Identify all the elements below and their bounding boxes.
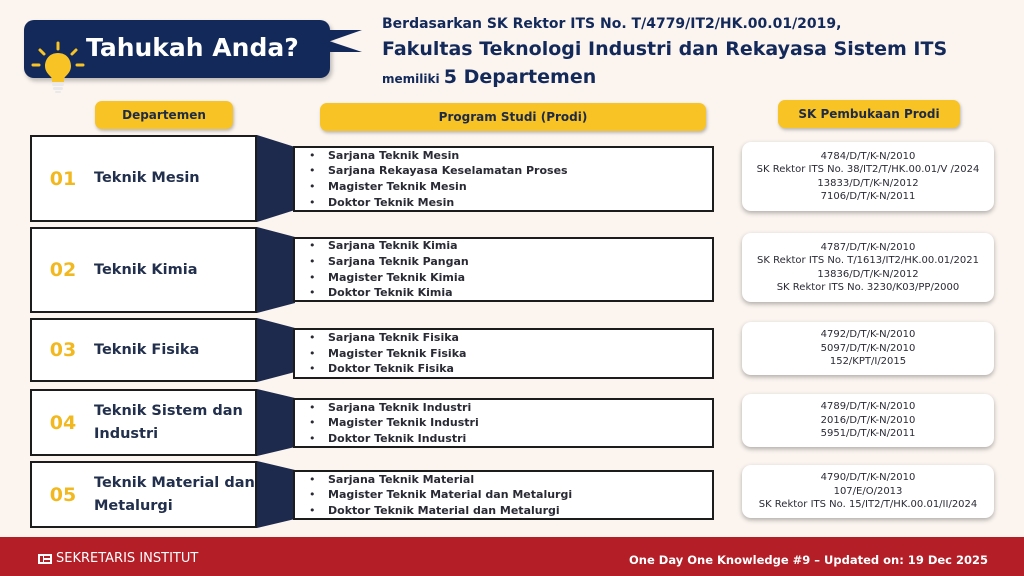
prodi-item: • Sarjana Teknik Fisika bbox=[309, 330, 466, 346]
sk-entry: 4789/D/T/K-N/2010 bbox=[820, 401, 916, 413]
department-card bbox=[30, 461, 257, 528]
prodi-item: • Sarjana Teknik Kimia bbox=[309, 238, 469, 254]
column-header-prodi: Program Studi (Prodi) bbox=[320, 103, 706, 131]
row-connector bbox=[257, 318, 295, 382]
prodi-list-box bbox=[293, 237, 714, 302]
department-number: 03 bbox=[49, 339, 77, 361]
lightbulb-icon bbox=[30, 40, 86, 96]
prodi-list bbox=[295, 148, 568, 210]
header-line-3 bbox=[382, 66, 596, 88]
prodi-item: • Magister Teknik Material dan Metalurgi bbox=[309, 487, 572, 503]
prodi-item: • Doktor Teknik Fisika bbox=[309, 361, 466, 377]
prodi-item: • Magister Teknik Industri bbox=[309, 415, 479, 431]
prodi-list bbox=[295, 330, 466, 377]
department-number: 01 bbox=[49, 167, 77, 190]
prodi-item: • Magister Teknik Kimia bbox=[309, 270, 469, 286]
sk-entry: 4790/D/T/K-N/2010 bbox=[820, 472, 916, 484]
sk-entry: 107/E/O/2013 bbox=[833, 485, 903, 497]
prodi-item: • Doktor Teknik Material dan Metalurgi bbox=[309, 503, 572, 519]
sk-entry: SK Rektor ITS No. 38/IT2/T/HK.00.01/V /2024 bbox=[756, 164, 980, 176]
sk-entry: 2016/D/T/K-N/2010 bbox=[820, 414, 916, 426]
department-number: 02 bbox=[49, 259, 77, 281]
department-number: 05 bbox=[49, 483, 77, 506]
footer-info: One Day One Knowledge #9 – Updated on: 19 Dec 2025 bbox=[629, 553, 988, 567]
department-card bbox=[30, 318, 257, 382]
department-name-line: Teknik Kimia bbox=[94, 261, 198, 278]
column-header-sk: SK Pembukaan Prodi bbox=[778, 100, 960, 128]
prodi-item: • Sarjana Teknik Material bbox=[309, 472, 572, 488]
department-name-line: Metalurgi bbox=[94, 497, 173, 514]
sk-entry: 4787/D/T/K-N/2010 bbox=[820, 241, 916, 253]
department-name-line: Teknik Material dan bbox=[94, 475, 255, 492]
header-line-3-count: 5 Departemen bbox=[443, 66, 597, 88]
header-line-2: Fakultas Teknologi Industri dan Rekayasa Sistem ITS bbox=[382, 38, 948, 60]
sk-entry: 4792/D/T/K-N/2010 bbox=[820, 329, 916, 341]
sk-entry: SK Rektor ITS No. T/1613/IT2/HK.00.01/2021 bbox=[756, 255, 979, 267]
prodi-list-box bbox=[293, 470, 714, 520]
department-name bbox=[94, 167, 200, 189]
sk-card bbox=[742, 465, 994, 518]
department-name bbox=[94, 339, 199, 361]
footer-bar bbox=[0, 537, 1024, 576]
department-name bbox=[94, 472, 255, 517]
sk-entry: 152/KPT/I/2015 bbox=[829, 356, 907, 368]
department-name bbox=[94, 259, 198, 281]
sk-card bbox=[742, 233, 994, 302]
prodi-list-box bbox=[293, 328, 714, 379]
sk-card bbox=[742, 322, 994, 375]
sk-entry: 5097/D/T/K-N/2010 bbox=[820, 342, 916, 354]
prodi-item: • Magister Teknik Mesin bbox=[309, 179, 568, 195]
column-header-departemen: Departemen bbox=[95, 101, 233, 129]
prodi-item: • Sarjana Rekayasa Keselamatan Proses bbox=[309, 163, 568, 179]
row-connector bbox=[257, 227, 295, 313]
row-connector bbox=[257, 461, 295, 528]
row-connector bbox=[257, 389, 295, 456]
department-name bbox=[94, 400, 243, 445]
sk-entry: SK Rektor ITS No. 3230/K03/PP/2000 bbox=[776, 281, 960, 293]
prodi-list bbox=[295, 238, 469, 300]
department-card bbox=[30, 389, 257, 456]
prodi-list-box bbox=[293, 398, 714, 448]
sk-card bbox=[742, 394, 994, 447]
sk-entry: 13836/D/T/K-N/2012 bbox=[817, 268, 919, 280]
sk-card bbox=[742, 142, 994, 211]
department-name-line: Teknik Fisika bbox=[94, 341, 200, 358]
prodi-item: • Doktor Teknik Industri bbox=[309, 431, 479, 447]
header-line-1: Berdasarkan SK Rektor ITS No. T/4779/IT2/HK.00.01/2019, bbox=[382, 16, 842, 32]
prodi-item: • Magister Teknik Fisika bbox=[309, 346, 466, 362]
sk-entry: 7106/D/T/K-N/2011 bbox=[820, 190, 916, 202]
its-logo-icon bbox=[38, 554, 52, 564]
department-card bbox=[30, 135, 257, 222]
prodi-item: • Sarjana Teknik Pangan bbox=[309, 254, 469, 270]
prodi-item: • Sarjana Teknik Mesin bbox=[309, 148, 568, 164]
department-card bbox=[30, 227, 257, 313]
footer-brand bbox=[38, 551, 198, 566]
footer-brand-text: SEKRETARIS INSTITUT bbox=[56, 551, 199, 566]
prodi-item: • Sarjana Teknik Industri bbox=[309, 400, 479, 416]
prodi-list bbox=[295, 472, 572, 519]
department-number: 04 bbox=[49, 411, 77, 434]
prodi-item: • Doktor Teknik Mesin bbox=[309, 195, 568, 211]
prodi-list-box bbox=[293, 146, 714, 212]
row-connector bbox=[257, 135, 295, 222]
sk-entry: 4784/D/T/K-N/2010 bbox=[820, 150, 916, 162]
badge-tail bbox=[322, 30, 362, 44]
department-name-line: Industri bbox=[94, 425, 159, 442]
prodi-list bbox=[295, 400, 479, 447]
department-name-line: Teknik Sistem dan bbox=[94, 403, 243, 420]
header-line-3-prefix: memiliki bbox=[382, 72, 444, 86]
department-name-line: Teknik Mesin bbox=[94, 170, 200, 187]
sk-entry: SK Rektor ITS No. 15/IT2/T/HK.00.01/II/2024 bbox=[758, 499, 978, 511]
badge-title: Tahukah Anda? bbox=[86, 33, 299, 62]
sk-entry: 5951/D/T/K-N/2011 bbox=[820, 428, 916, 440]
prodi-item: • Doktor Teknik Kimia bbox=[309, 285, 469, 301]
sk-entry: 13833/D/T/K-N/2012 bbox=[817, 177, 919, 189]
